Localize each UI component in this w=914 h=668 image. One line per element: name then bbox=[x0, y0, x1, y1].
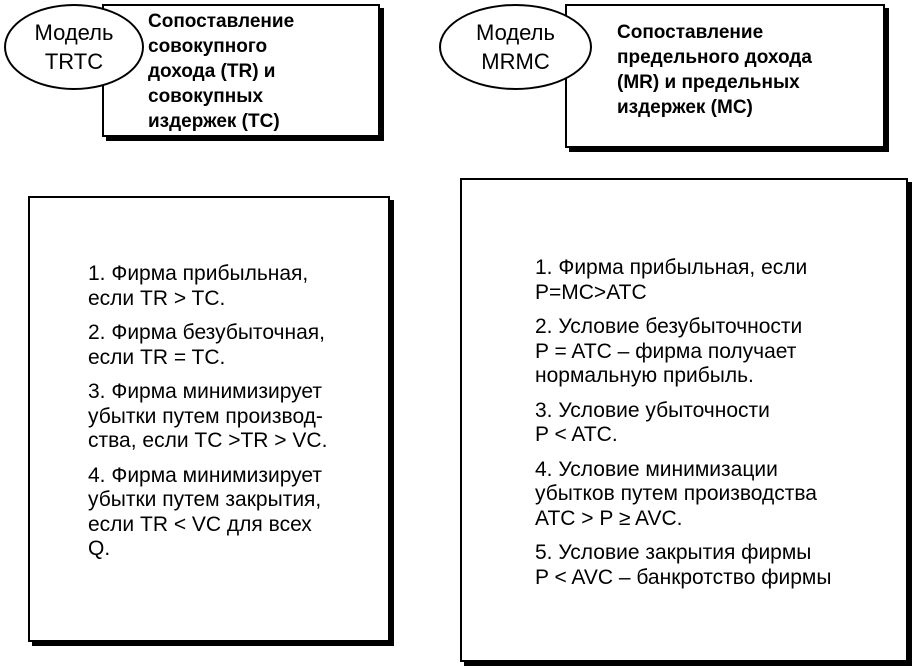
trtc-item-list bbox=[88, 262, 380, 562]
mrmc-item: 4. Условие минимизации убытков путем производства ATC > P ≥ AVC. bbox=[535, 457, 817, 530]
mrmc-title-box bbox=[565, 4, 885, 148]
mrmc-item: 3. Условие убыточности P < ATC. bbox=[535, 398, 770, 446]
trtc-content-box bbox=[28, 196, 390, 642]
trtc-model-label-line2: TRTC bbox=[44, 49, 104, 74]
trtc-model-ellipse bbox=[4, 4, 144, 90]
trtc-item: 1. Фирма прибыльная, если TR > TC. bbox=[88, 262, 309, 310]
mrmc-content-box bbox=[460, 178, 908, 662]
trtc-item: 2. Фирма безубыточная, если TR = TC. bbox=[88, 321, 325, 369]
trtc-title: Сопоставление совокупного дохода (TR) и совокупных издержек (TC) bbox=[148, 11, 295, 132]
mrmc-model-ellipse bbox=[439, 4, 592, 90]
mrmc-item: 5. Условие закрытия фирмы P < AVC – банкротство фирмы bbox=[535, 541, 832, 589]
mrmc-item: 2. Условие безубыточности P = ATC – фирма получает нормальную прибыль. bbox=[535, 315, 803, 387]
trtc-model-label-line1: Модель bbox=[34, 20, 114, 45]
mrmc-title: Сопоставление предельного дохода (MR) и предельных издержек (MC) bbox=[617, 22, 812, 118]
trtc-item: 4. Фирма минимизирует убытки путем закрытия, если TR < VC для всех Q. bbox=[88, 463, 323, 560]
mrmc-item-list bbox=[535, 256, 900, 590]
mrmc-model-label-line2: MRMC bbox=[481, 49, 550, 74]
mrmc-model-label-line1: Модель bbox=[476, 20, 555, 45]
trtc-title-box bbox=[102, 4, 380, 137]
trtc-item: 3. Фирма минимизирует убытки путем производ- ства, если TC >TR > VC. bbox=[88, 380, 328, 452]
mrmc-item: 1. Фирма прибыльная, если P=MC>ATC bbox=[535, 256, 808, 304]
